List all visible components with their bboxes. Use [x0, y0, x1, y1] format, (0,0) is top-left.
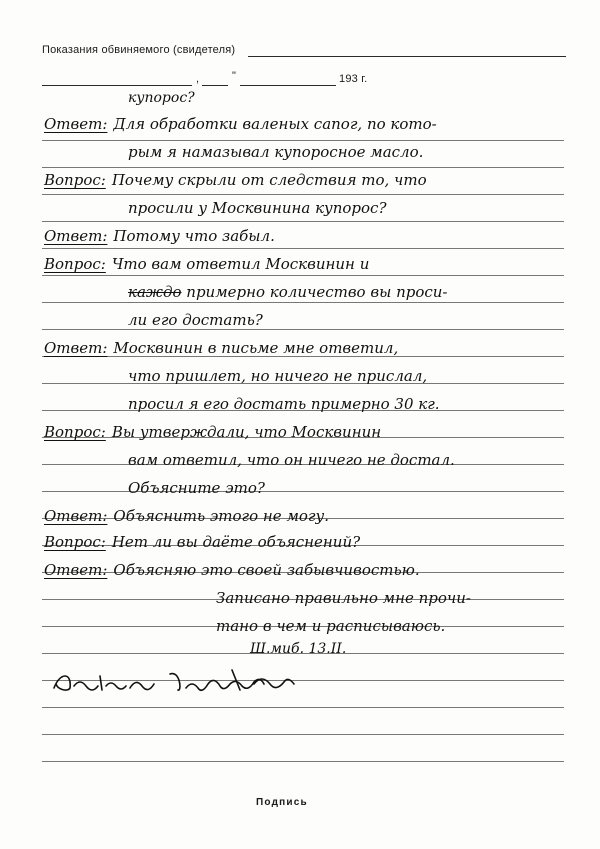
handwritten-line [250, 641, 346, 657]
date-year-rule [240, 85, 336, 86]
line-text: Записано правильно мне прочи- [216, 589, 471, 607]
question-label: Вопрос: [44, 255, 106, 273]
answer-label: Ответ: [44, 339, 108, 357]
year-label: 193 г. [339, 73, 368, 85]
handwritten-line [44, 227, 275, 245]
line-text: рым я намазывал купоросное масло. [128, 143, 424, 161]
handwritten-line [128, 90, 195, 106]
handwritten-line [128, 479, 265, 497]
line-text: ли его достать? [128, 311, 263, 329]
line-text: Объясняю это своей забывчивостью. [113, 561, 420, 579]
line-text: Объясните это? [128, 479, 265, 497]
line-text: Вы утверждали, что Москвинин [111, 423, 382, 441]
ruled-line [42, 194, 564, 195]
handwritten-line [128, 143, 423, 161]
ruled-line [42, 167, 564, 168]
line-text: Ш.миб. 13.II. [250, 641, 347, 657]
handwritten-line [44, 115, 437, 133]
handwritten-line [44, 507, 329, 525]
line-text: примерно количество вы проси- [186, 283, 448, 301]
ruled-line [42, 734, 564, 735]
handwritten-line [216, 617, 445, 635]
handwritten-line [44, 533, 360, 551]
ruled-line [42, 491, 564, 492]
interrogator-signature [50, 666, 320, 696]
handwritten-line [216, 589, 471, 607]
handwritten-line [44, 561, 420, 579]
ruled-line [42, 302, 564, 303]
line-text: вам ответил, что он ничего не достал. [128, 451, 455, 469]
handwritten-line [128, 311, 263, 329]
line-text: купорос? [128, 90, 195, 106]
question-label: Вопрос: [44, 423, 106, 441]
ruled-line [42, 275, 564, 276]
line-text: Потому что забыл. [113, 227, 275, 245]
handwritten-line [128, 451, 455, 469]
line-text: что пришлет, но ничего не прислал, [128, 367, 428, 385]
line-text: Нет ли вы даёте объяснений? [111, 533, 361, 551]
ruled-line [42, 707, 564, 708]
handwritten-line [44, 423, 381, 441]
answer-label: Ответ: [44, 561, 108, 579]
handwritten-line [44, 339, 398, 357]
signature-label: Подпись [256, 797, 308, 808]
date-month-rule [202, 85, 228, 86]
header-fill-rule [248, 56, 566, 57]
question-label: Вопрос: [44, 533, 106, 551]
line-text: тано в чем и расписываюсь. [216, 617, 446, 635]
date-quote: " [232, 70, 237, 82]
line-text: Почему скрыли от следствия то, что [111, 171, 427, 189]
handwritten-line [128, 283, 448, 301]
ruled-line [42, 140, 564, 141]
ruled-line [42, 761, 564, 762]
handwritten-line [44, 255, 369, 273]
ruled-line [42, 221, 564, 222]
date-day-rule [42, 85, 192, 86]
answer-label: Ответ: [44, 115, 108, 133]
ruled-line [42, 329, 564, 330]
question-label: Вопрос: [44, 171, 106, 189]
line-text: Что вам ответил Москвинин и [111, 255, 370, 273]
handwritten-line [128, 367, 427, 385]
line-text: просил я его достать примерно 30 кг. [128, 395, 440, 413]
handwritten-line [128, 395, 440, 413]
line-text: Объяснить этого не могу. [113, 507, 329, 525]
struck-word: каждо [128, 283, 182, 301]
form-header-title: Показания обвиняемого (свидетеля) [42, 44, 236, 56]
line-text: Для обработки валеных сапог, по кото- [113, 115, 437, 133]
line-text: Москвинин в письме мне ответил, [113, 339, 399, 357]
handwritten-line [44, 171, 427, 189]
handwritten-line [128, 199, 387, 217]
ruled-line [42, 248, 564, 249]
answer-label: Ответ: [44, 227, 108, 245]
line-text: просили у Москвинина купорос? [128, 199, 387, 217]
date-comma: , [196, 73, 200, 85]
answer-label: Ответ: [44, 507, 108, 525]
